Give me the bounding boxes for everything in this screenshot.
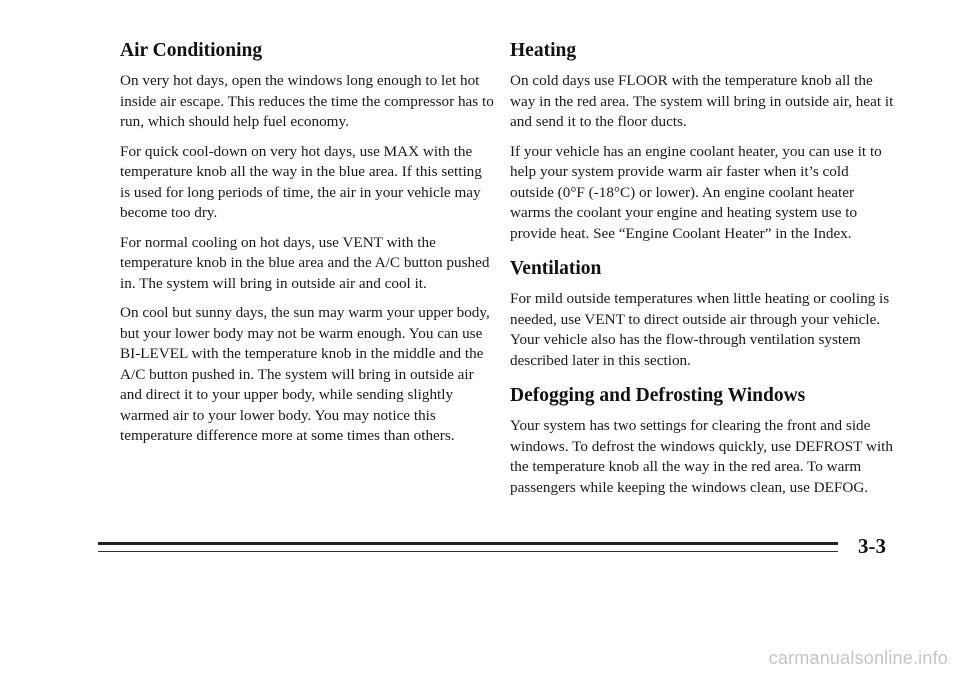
watermark: carmanualsonline.info [768, 648, 948, 668]
heating-paragraph-1: On cold days use FLOOR with the temperature knob all the way in the red area. The system will bring in outside air, heat it and send it to the floor ducts. [510, 72, 894, 130]
page-number: 3-3 [858, 534, 886, 558]
ac-paragraph-4: On cool but sunny days, the sun may warm your upper body, but your lower body may not be warm enough. You can use BI-LEVEL with the temperature knob in the middle and the A/C button pushed in. The system will bring in outside air and direct it to your upper body, while sending slightly warmed air to your lower body. You may notice this temperature difference more at some times than others. [120, 304, 490, 444]
air-conditioning-heading: Air Conditioning [120, 40, 263, 61]
ventilation-heading: Ventilation [510, 258, 602, 279]
heating-heading: Heating [510, 40, 577, 61]
footer-rule-thick [98, 542, 838, 545]
heating-paragraph-2: If your vehicle has an engine coolant heater, you can use it to help your system provide warm air faster when it’s cold outside (0°F (-18°C) or lower). An engine coolant heater warms the coolant your engine and heating system use to provide heat. See “Engine Coolant Heater” in the Index. [510, 142, 882, 242]
ventilation-paragraph: For mild outside temperatures when little heating or cooling is needed, use VENT to direct outside air through your vehicle. Your vehicle also has the flow-through ventilation system described later in this section. [510, 290, 890, 369]
ac-paragraph-1: On very hot days, open the windows long enough to let hot inside air escape. This reduces the time the compressor has to run, which should help fuel economy. [120, 72, 494, 130]
footer-rule-thin [98, 551, 838, 552]
right-column [510, 36, 895, 507]
defogging-heading: Defogging and Defrosting Windows [510, 385, 806, 406]
left-column [120, 36, 495, 456]
ac-paragraph-2: For quick cool-down on very hot days, use MAX with the temperature knob all the way in the blue area. If this setting is used for long periods of time, the air in your vehicle may become too dry. [120, 142, 482, 221]
ac-paragraph-3: For normal cooling on hot days, use VENT with the temperature knob in the blue area and the A/C button pushed in. The system will bring in outside air and cool it. [120, 233, 490, 292]
defogging-paragraph: Your system has two settings for clearing the front and side windows. To defrost the windows quickly, use DEFROST with the temperature knob all the way in the red area. To warm passengers while keeping the windows clean, use DEFOG. [510, 417, 893, 496]
